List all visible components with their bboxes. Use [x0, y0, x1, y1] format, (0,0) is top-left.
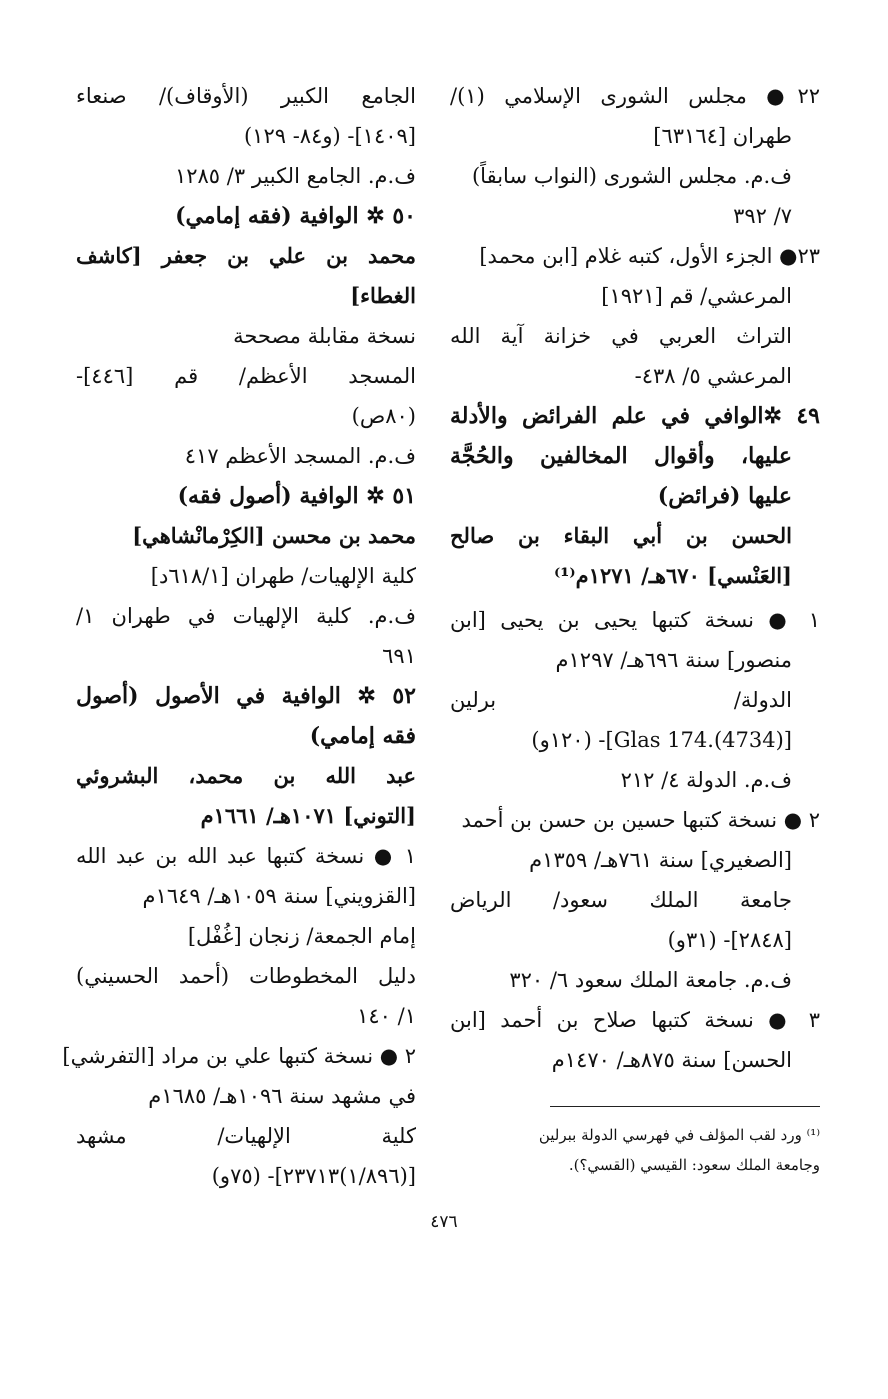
text-line: كلية الإلهيات/ مشهد — [76, 1124, 416, 1148]
text-line: ٢٢● مجلس الشورى الإسلامي (١)/ — [450, 84, 820, 108]
footnote — [450, 1120, 820, 1180]
text-line: ف.م. المسجد الأعظم ٤١٧ — [184, 444, 416, 468]
text-line: طهران [٦٣١٦٤] — [653, 124, 792, 148]
text-line: ١/ ١٤٠ — [357, 1004, 416, 1028]
text-line: ٣ ● نسخة كتبها صلاح بن أحمد [ابن — [450, 1008, 820, 1032]
text-line: ف.م. مجلس الشورى (النواب سابقاً) — [471, 164, 792, 188]
text-line: الجامع الكبير (الأوقاف)/ صنعاء — [76, 84, 416, 108]
text-line: ٢ ● نسخة كتبها علي بن مراد [التفرشي] — [62, 1044, 416, 1068]
text-line: الغطاء] — [350, 283, 416, 308]
text-line: ٧/ ٣٩٢ — [733, 204, 792, 228]
text-line: المسجد الأعظم/ قم [٤٤٦]- — [76, 364, 416, 388]
text-line: ٢ ● نسخة كتبها حسين بن حسن بن أحمد — [461, 808, 820, 832]
text-line: [الصغيري] سنة ٧٦١هـ/ ١٣٥٩م — [529, 848, 792, 872]
text-line: ف.م. كلية الإلهيات في طهران ١/ — [76, 604, 416, 628]
text-line: [١٤٠٩]- (و٨٤- ١٢٩) — [243, 124, 416, 148]
text-line: المرعشي/ قم [١٩٢١] — [601, 284, 792, 308]
text-line: محمد بن علي بن جعفر [كاشف — [76, 243, 416, 268]
text-line: [(١/٨٩٦)٢٣٧١٣]- (٧٥و) — [211, 1164, 416, 1188]
footnote-line: وجامعة الملك سعود: القيسي (القسي؟). — [568, 1156, 820, 1174]
text-line: [Glas 174.(4734)]- (١٢٠و) — [531, 728, 792, 752]
text-line: ٥٢ ✲ الوافية في الأصول (أصول — [76, 683, 416, 709]
text-line: ٥١ ✲ الوافية (أصول فقه) — [177, 483, 416, 509]
text-line: المرعشي ٥/ ٤٣٨- — [634, 364, 792, 388]
text-line: فقه إمامي) — [309, 723, 416, 749]
text-line: عليها (فرائض) — [657, 483, 792, 509]
text-line: [العَنْسي] ٦٧٠هـ/ ١٢٧١م⁽¹⁾ — [553, 563, 792, 588]
text-line: [٢٨٤٨]- (٣١و) — [667, 928, 792, 952]
text-line: عليها، وأقوال المخالفين والحُجَّة — [450, 443, 792, 469]
text-line: ١ ● نسخة كتبها عبد الله بن عبد الله — [76, 844, 416, 868]
left-column — [62, 76, 416, 1196]
text-line: الدولة/ برلين — [450, 688, 792, 712]
text-line: [القزويني] سنة ١٠٥٩هـ/ ١٦٤٩م — [142, 884, 416, 908]
text-line: منصور] سنة ٦٩٦هـ/ ١٢٩٧م — [555, 648, 792, 672]
text-line: [التوني] ١٠٧١هـ/ ١٦٦١م — [200, 803, 416, 828]
text-line: إمام الجمعة/ زنجان [غُفْل] — [187, 924, 416, 948]
text-line: عبد الله بن محمد، البشروئي — [76, 763, 416, 788]
text-line: ف.م. الجامع الكبير ٣/ ١٢٨٥ — [174, 164, 416, 188]
right-column — [450, 76, 820, 1080]
text-line: في مشهد سنة ١٠٩٦هـ/ ١٦٨٥م — [148, 1084, 416, 1108]
text-line: (٨٠ص) — [351, 404, 416, 428]
text-line: ٤٩ ✲الوافي في علم الفرائض والأدلة — [450, 403, 820, 429]
text-line: دليل المخطوطات (أحمد الحسيني) — [76, 964, 416, 988]
text-line: ٦٩١ — [382, 644, 416, 668]
footnote-divider — [550, 1106, 820, 1107]
text-line: نسخة مقابلة مصححة — [233, 324, 416, 348]
text-line: ف.م. الدولة ٤/ ٢١٢ — [620, 768, 792, 792]
text-line: ٥٠ ✲ الوافية (فقه إمامي) — [175, 203, 416, 229]
text-line: ١ ● نسخة كتبها يحيى بن يحيى [ابن — [450, 608, 820, 632]
text-line: الحسن بن أبي البقاء بن صالح — [450, 523, 792, 548]
text-line: ف.م. جامعة الملك سعود ٦/ ٣٢٠ — [509, 968, 792, 992]
text-line: محمد بن محسن [الكِرْمانْشاهي] — [132, 523, 416, 548]
text-line: التراث العربي في خزانة آية الله — [450, 324, 792, 348]
text-line: ٢٣● الجزء الأول، كتبه غلام [ابن محمد] — [479, 244, 820, 268]
text-line: الحسن] سنة ٨٧٥هـ/ ١٤٧٠م — [551, 1048, 792, 1072]
text-line: جامعة الملك سعود/ الرياض — [450, 888, 792, 912]
page-number: ٤٧٦ — [430, 1212, 458, 1232]
text-line: كلية الإلهيات/ طهران [٦١٨/١د] — [150, 564, 416, 588]
footnote-line: ⁽¹⁾ ورد لقب المؤلف في فهرسي الدولة ببرلين — [538, 1126, 820, 1144]
